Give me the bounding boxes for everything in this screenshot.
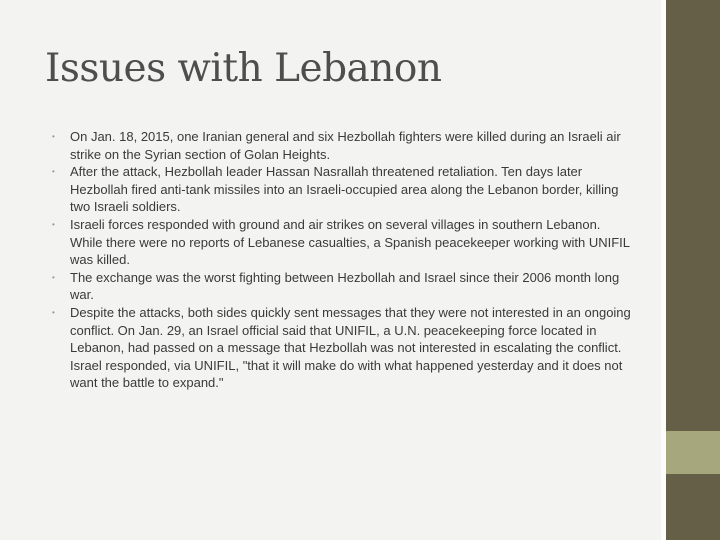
bullet-list (52, 128, 632, 392)
bullet-icon: • (52, 307, 55, 317)
bullet-text: On Jan. 18, 2015, one Iranian general and six Hezbollah fighters were killed during an Israeli air strike on the Syrian section of Golan Heights. (70, 129, 621, 162)
bullet-icon: • (52, 132, 55, 141)
sidebar-dark-band (666, 0, 720, 431)
sidebar-bottom-band (666, 474, 720, 540)
slide-title: Issues with Lebanon (45, 46, 442, 91)
bullet-item (52, 128, 632, 163)
bullet-text: Israeli forces responded with ground and air strikes on several villages in southern Lebanon. While there were no reports of Lebanese casualties, a Spanish peacekeeper working with UNIFIL was killed. (70, 216, 630, 268)
bullet-item (52, 304, 632, 392)
bullet-item (52, 163, 632, 216)
bullet-icon: • (52, 167, 55, 177)
bullet-item (52, 269, 632, 304)
sidebar-accent-band (666, 431, 720, 474)
bullet-text: After the attack, Hezbollah leader Hassan Nasrallah threatened retaliation. Ten days later Hezbollah fired anti-tank missiles into an Israeli-occupied area along the Lebanon border, killing two Israeli soldiers. (70, 164, 619, 215)
bullet-icon: • (52, 272, 55, 282)
bullet-text: Despite the attacks, both sides quickly sent messages that they were not interested in an ongoing conflict. On Jan. 29, an Israel official said that UNIFIL, a U.N. peacekeeping force located in Lebanon, had passed on a message that Hezbollah was not interested in escalating the conflict. Israel responded, via UNIFIL, "that it will make do with what happened yesterday and it does not want the battle to expand." (70, 304, 631, 391)
bullet-icon: • (52, 219, 55, 229)
bullet-item (52, 216, 632, 269)
bullet-text: The exchange was the worst fighting between Hezbollah and Israel since their 2006 month long war. (70, 269, 620, 303)
